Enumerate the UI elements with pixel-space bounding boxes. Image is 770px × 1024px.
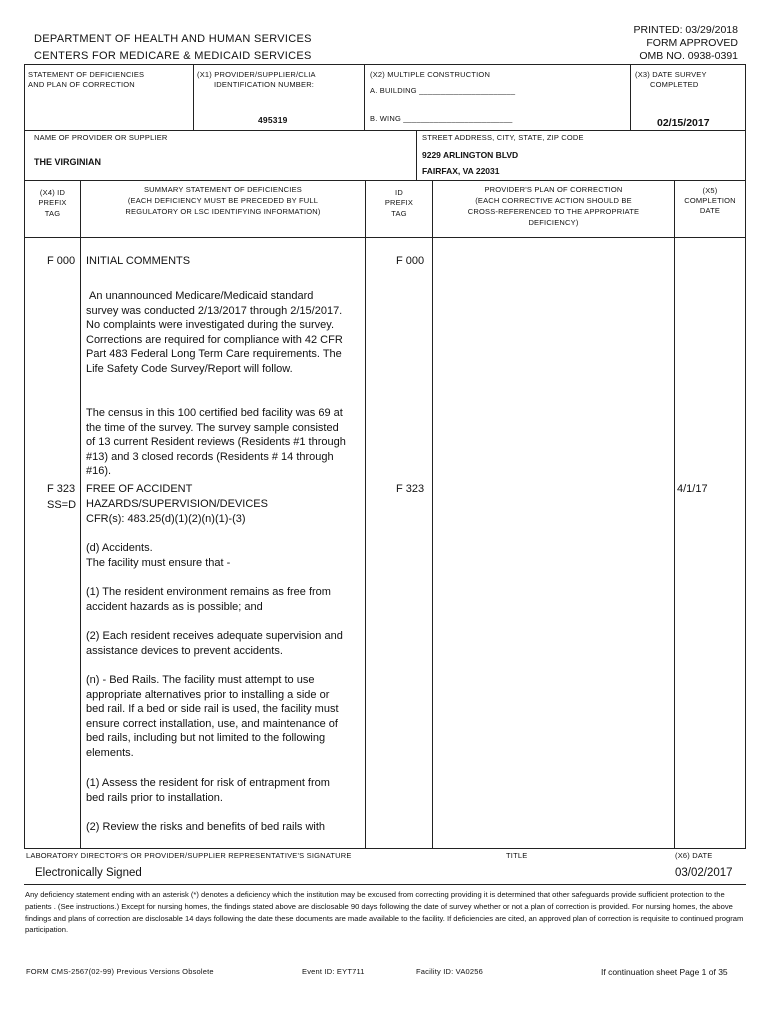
border-right [745, 64, 746, 848]
x5-header: DATE [699, 206, 721, 215]
paragraph-d2: (2) Each resident receives adequate supervision and assistance devices to prevent accidents. [86, 630, 343, 657]
column-divider [80, 180, 81, 848]
rule [24, 237, 746, 238]
address-line2: FAIRFAX, VA 22031 [422, 166, 500, 176]
provider-label: NAME OF PROVIDER OR SUPPLIER [34, 133, 168, 142]
accidents-heading: (d) Accidents. [86, 542, 153, 554]
event-id: Event ID: EYT711 [302, 967, 365, 976]
divider [364, 64, 365, 130]
census-paragraph: The census in this 100 certified bed facility was 69 at the time of the survey. The survey sample consisted of 13 current Resident reviews (Residents #1 through #13) and 3 closed records (Residents # 14 through #16). [86, 407, 346, 478]
title-label: TITLE [506, 851, 528, 860]
statement-label: STATEMENT OF DEFICIENCIES [28, 70, 145, 79]
id-header: ID [395, 188, 403, 197]
signature-date: 03/02/2017 [675, 867, 733, 879]
tag-f000: F 000 [47, 255, 76, 267]
divider [193, 64, 194, 130]
printed-date: PRINTED: 03/29/2018 [633, 24, 738, 36]
signature-label: LABORATORY DIRECTOR'S OR PROVIDER/SUPPLIER REPRESENTATIVE'S SIGNATURE [26, 851, 352, 860]
paragraph-d1: (1) The resident environment remains as free from accident hazards as is possible; and [86, 586, 331, 613]
paragraph-bed-rails: (n) - Bed Rails. The facility must attempt to use appropriate alternatives prior to installing a side or bed rail. If a bed or side rail is used, the facility must ensure correct installation, use, and maintenance of bed rails, including but not limited to the following elements. [86, 674, 339, 759]
column-divider [432, 180, 433, 848]
rule [24, 180, 746, 181]
f323-title: HAZARDS/SUPERVISION/DEVICES [86, 498, 268, 510]
omb-number: OMB NO. 0938-0391 [639, 50, 738, 62]
paragraph-n1: (1) Assess the resident for risk of entrapment from bed rails prior to installation. [86, 777, 330, 804]
x4-header: (X4) ID [39, 188, 66, 197]
plan-header: DEFICIENCY) [528, 218, 579, 227]
x5-header: COMPLETION [684, 196, 736, 205]
severity-scope: SS=D [47, 499, 77, 511]
x1-label: (X1) PROVIDER/SUPPLIER/CLIA [197, 70, 316, 79]
accidents-intro: The facility must ensure that - [86, 557, 231, 569]
column-divider [674, 180, 675, 848]
signature-value: Electronically Signed [35, 867, 142, 879]
column-divider [365, 180, 366, 848]
rule [24, 884, 746, 885]
divider [630, 64, 631, 130]
provider-name: THE VIRGINIAN [34, 157, 102, 167]
x3-label: COMPLETED [650, 80, 699, 89]
x1-label: IDENTIFICATION NUMBER: [214, 80, 315, 89]
building-field: A. BUILDING ______________________ [370, 86, 516, 95]
form-id: FORM CMS-2567(02-99) Previous Versions Obsolete [26, 967, 214, 976]
paragraph-n2: (2) Review the risks and benefits of bed rails with [86, 821, 326, 833]
id-header: TAG [391, 209, 407, 218]
x2-label: (X2) MULTIPLE CONSTRUCTION [370, 70, 491, 79]
provider-number: 495319 [258, 115, 288, 125]
page-indicator: If continuation sheet Page 1 of 35 [601, 967, 728, 977]
address-line1: 9229 ARLINGTON BLVD [422, 150, 519, 160]
form-approved: FORM APPROVED [646, 37, 738, 49]
plan-header: CROSS-REFERENCED TO THE APPROPRIATE [467, 207, 640, 216]
tag-f323-right: F 323 [396, 483, 425, 495]
completion-date: 4/1/17 [677, 483, 708, 495]
facility-id: Facility ID: VA0256 [416, 967, 484, 976]
rule [24, 130, 746, 131]
x4-header: TAG [44, 209, 61, 218]
tag-f323: F 323 [47, 483, 76, 495]
initial-comments: INITIAL COMMENTS [86, 255, 191, 267]
wing-field: B. WING _________________________ [370, 114, 513, 123]
address-label: STREET ADDRESS, CITY, STATE, ZIP CODE [422, 133, 584, 142]
plan-header: (EACH CORRECTIVE ACTION SHOULD BE [475, 196, 632, 205]
survey-paragraph: An unannounced Medicare/Medicaid standard survey was conducted 2/13/2017 through 2/15/2017. No complaints were investigated during the survey. Corrections are required for compliance with 42 CFR Part 483 Federal Long Term Care requirements. The Life Safety Code Survey/Report will follow. [86, 290, 343, 375]
f323-cfr: CFR(s): 483.25(d)(1)(2)(n)(1)-(3) [86, 513, 246, 525]
agency-title: CENTERS FOR MEDICARE & MEDICAID SERVICES [34, 50, 312, 62]
summary-header: REGULATORY OR LSC IDENTIFYING INFORMATION) [125, 207, 321, 216]
survey-date: 02/15/2017 [657, 117, 710, 129]
rule [24, 64, 746, 65]
date-label: (X6) DATE [675, 851, 713, 860]
divider [416, 130, 417, 180]
x5-header: (X5) [702, 186, 718, 195]
border-left [24, 64, 25, 848]
id-header: PREFIX [384, 198, 414, 207]
x3-label: (X3) DATE SURVEY [635, 70, 707, 79]
x4-header: PREFIX [38, 198, 67, 207]
department-title: DEPARTMENT OF HEALTH AND HUMAN SERVICES [34, 33, 312, 45]
summary-header: (EACH DEFICIENCY MUST BE PRECEDED BY FULL [127, 196, 319, 205]
rule [24, 848, 746, 849]
tag-f000-right: F 000 [396, 255, 425, 267]
disclosure-footnote: Any deficiency statement ending with an asterisk (*) denotes a deficiency which the institution may be excused from correcting providing it is determined that other safeguards provide sufficient protection to the patients . (See instructions.) Except for nursing homes, the findings stated above are disclosable 90 days following the date of survey whether or not a plan of correction is provided. For nursing homes, the above findings and plans of correction are disclosable 14 days following the date these documents are made available to the facility. If deficiencies are cited, an approved plan of correction is requisite to continued program participation. [25, 890, 744, 935]
f323-title: FREE OF ACCIDENT [86, 483, 193, 495]
summary-header: SUMMARY STATEMENT OF DEFICIENCIES [143, 185, 302, 194]
statement-label: AND PLAN OF CORRECTION [28, 80, 135, 89]
plan-header: PROVIDER'S PLAN OF CORRECTION [484, 185, 623, 194]
